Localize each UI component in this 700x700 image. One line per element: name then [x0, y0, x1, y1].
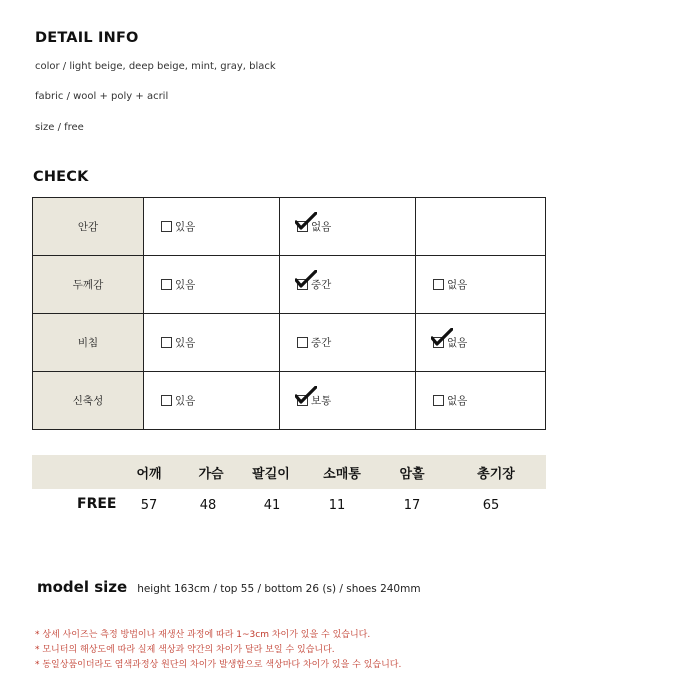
check-row	[33, 198, 546, 256]
check-option-label: 중간	[311, 336, 332, 349]
check-option-cell	[280, 372, 416, 430]
check-row-label: 두께감	[33, 256, 144, 314]
size-info: size / free	[35, 122, 84, 133]
check-option-cell	[144, 372, 280, 430]
check-option-label: 보통	[311, 394, 332, 407]
size-header: 가슴	[198, 467, 224, 482]
size-header: 암홀	[399, 467, 425, 482]
check-option-label: 중간	[311, 278, 332, 291]
check-option[interactable]	[161, 393, 195, 408]
check-row-label: 안감	[33, 198, 144, 256]
check-option-cell	[280, 198, 416, 256]
check-option[interactable]	[161, 335, 195, 350]
check-option[interactable]	[297, 393, 331, 408]
size-header: 소매통	[323, 467, 361, 482]
model-size-section	[37, 578, 421, 596]
check-option[interactable]	[433, 335, 467, 350]
size-value: 65	[482, 498, 500, 513]
check-title: CHECK	[33, 169, 89, 185]
check-option[interactable]	[297, 219, 331, 234]
check-option-cell	[144, 198, 280, 256]
check-row-label: 비침	[33, 314, 144, 372]
checkbox[interactable]	[433, 395, 444, 406]
checkbox[interactable]	[297, 337, 308, 348]
check-row-label: 신축성	[33, 372, 144, 430]
checkbox[interactable]	[161, 337, 172, 348]
check-option-cell	[144, 314, 280, 372]
note-line: * 상세 사이즈는 측정 방법이나 재생산 과정에 따라 1~3cm 차이가 있을 수 있습니다.	[35, 630, 371, 640]
checkbox[interactable]	[161, 221, 172, 232]
checkmark-icon	[295, 212, 317, 230]
checkbox[interactable]	[161, 395, 172, 406]
size-value: 11	[328, 498, 346, 513]
size-value: 41	[263, 498, 281, 513]
check-option-cell	[280, 256, 416, 314]
check-option-label: 있음	[175, 220, 196, 233]
check-option[interactable]	[161, 219, 195, 234]
size-header: 어깨	[136, 467, 162, 482]
note-line: * 동일상품이더라도 염색과정상 원단의 차이가 발생함으로 색상마다 차이가 있을 수 있습니다.	[35, 660, 402, 670]
checkbox[interactable]	[161, 279, 172, 290]
check-option-cell	[416, 372, 546, 430]
check-row	[33, 314, 546, 372]
check-option-cell	[416, 256, 546, 314]
detail-info-title: DETAIL INFO	[35, 30, 139, 46]
check-option-label: 없음	[311, 220, 332, 233]
check-table	[32, 197, 546, 430]
model-size-title: model size	[37, 578, 128, 596]
check-option-label: 없음	[447, 394, 468, 407]
check-option-label: 있음	[175, 336, 196, 349]
size-value: 17	[403, 498, 421, 513]
check-option[interactable]	[433, 393, 467, 408]
check-option[interactable]	[161, 277, 195, 292]
checkbox[interactable]	[433, 279, 444, 290]
color-info: color / light beige, deep beige, mint, gray, black	[35, 61, 276, 72]
check-option[interactable]	[297, 335, 331, 350]
check-option-label: 없음	[447, 278, 468, 291]
check-option-cell	[144, 256, 280, 314]
fabric-info: fabric / wool + poly + acril	[35, 91, 169, 102]
check-option-label: 있음	[175, 278, 196, 291]
checkmark-icon	[295, 270, 317, 288]
size-header: 총기장	[477, 467, 515, 482]
size-row-label: FREE	[77, 496, 117, 512]
check-option-cell	[416, 314, 546, 372]
model-size-text: height 163cm / top 55 / bottom 26 (s) / shoes 240mm	[137, 583, 421, 595]
check-option-label: 있음	[175, 394, 196, 407]
checkmark-icon	[431, 328, 453, 346]
note-line: * 모니터의 해상도에 따라 실제 색상과 약간의 차이가 달라 보일 수 있습니다.	[35, 645, 335, 655]
check-row	[33, 256, 546, 314]
size-header: 팔길이	[252, 467, 290, 482]
size-value: 48	[199, 498, 217, 513]
check-option-cell	[280, 314, 416, 372]
check-option-label: 없음	[447, 336, 468, 349]
check-option[interactable]	[297, 277, 331, 292]
checkmark-icon	[295, 386, 317, 404]
check-option-cell	[416, 198, 546, 256]
check-row	[33, 372, 546, 430]
check-option[interactable]	[433, 277, 467, 292]
size-value: 57	[140, 498, 158, 513]
